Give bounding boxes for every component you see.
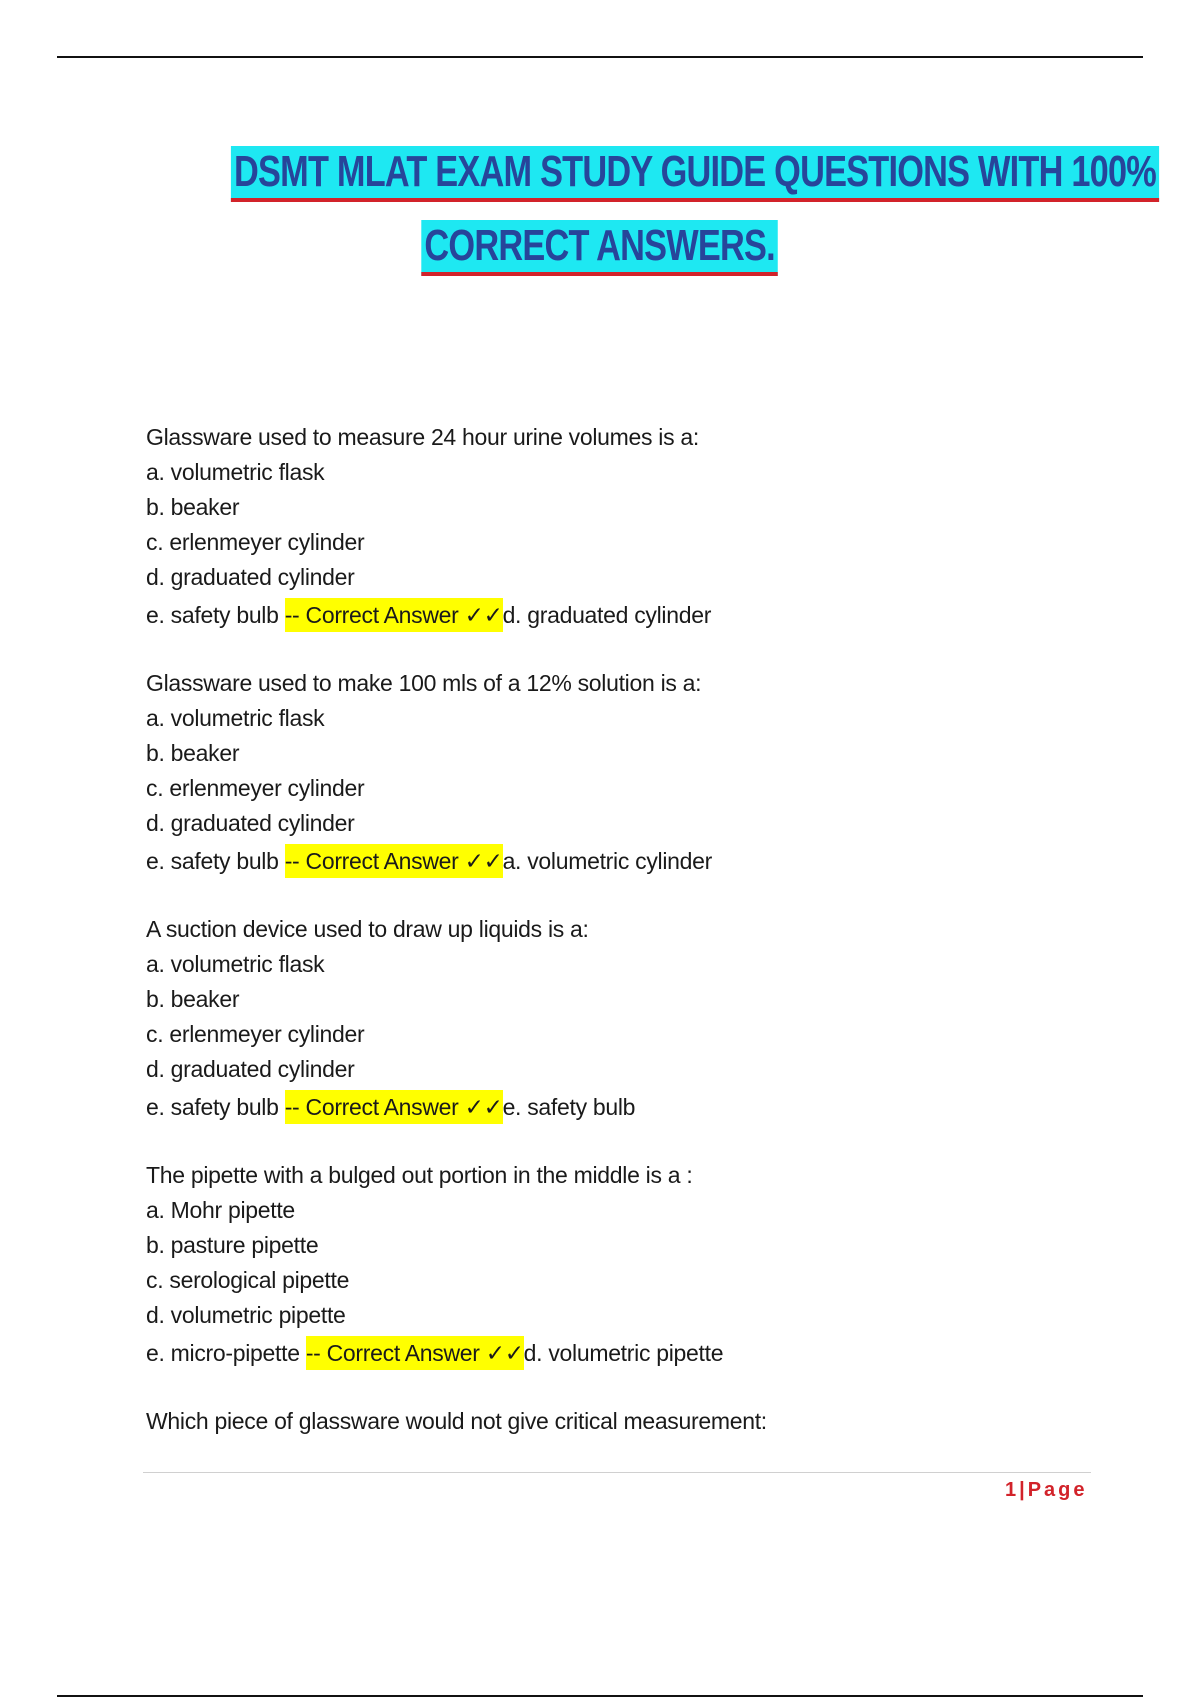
option: d. volumetric pipette [146, 1302, 346, 1328]
option: e. safety bulb [146, 1094, 285, 1120]
option: a. Mohr pipette [146, 1197, 295, 1223]
correct-answer: d. volumetric pipette [523, 1340, 724, 1366]
option: b. beaker [146, 494, 240, 520]
option: d. graduated cylinder [146, 564, 355, 590]
correct-answer-marker: -- Correct Answer ✓✓ [285, 598, 503, 632]
option: b. beaker [146, 740, 240, 766]
option: e. micro-pipette [146, 1340, 306, 1366]
option: a. volumetric flask [146, 459, 325, 485]
bottom-rule [57, 1695, 1143, 1697]
document-title [100, 146, 1157, 276]
option: a. volumetric flask [146, 951, 325, 977]
option: d. graduated cylinder [146, 1056, 355, 1082]
trailing-question-text: Which piece of glassware would not give critical measurement: [146, 1408, 767, 1434]
option: c. erlenmeyer cylinder [146, 1021, 365, 1047]
question-text: A suction device used to draw up liquids is a: [146, 916, 589, 942]
option: e. safety bulb [146, 602, 285, 628]
correct-answer-marker: -- Correct Answer ✓✓ [285, 1090, 503, 1124]
option: d. graduated cylinder [146, 810, 355, 836]
correct-answer: e. safety bulb [502, 1094, 636, 1120]
option: c. erlenmeyer cylinder [146, 529, 365, 555]
question-3 [146, 912, 1086, 1127]
correct-answer-marker: -- Correct Answer ✓✓ [285, 844, 503, 878]
option: c. serological pipette [146, 1267, 350, 1293]
footer-rule [143, 1472, 1091, 1473]
correct-answer-marker: -- Correct Answer ✓✓ [306, 1336, 524, 1370]
question-text: The pipette with a bulged out portion in the middle is a : [146, 1162, 693, 1188]
title-line-1: DSMT MLAT EXAM STUDY GUIDE QUESTIONS WITH 100% [231, 146, 1159, 202]
question-1 [146, 420, 1086, 635]
answer-line [146, 841, 1086, 881]
question-2 [146, 666, 1086, 881]
page-number: 1|Page [1005, 1479, 1088, 1501]
top-rule [57, 56, 1143, 58]
correct-answer: d. graduated cylinder [502, 602, 712, 628]
option: e. safety bulb [146, 848, 285, 874]
correct-answer: a. volumetric cylinder [502, 848, 712, 874]
answer-line [146, 1087, 1086, 1127]
title-line-2: CORRECT ANSWERS. [422, 220, 779, 276]
option: c. erlenmeyer cylinder [146, 775, 365, 801]
question-text: Glassware used to measure 24 hour urine volumes is a: [146, 424, 699, 450]
option: b. beaker [146, 986, 240, 1012]
option: a. volumetric flask [146, 705, 325, 731]
question-text: Glassware used to make 100 mls of a 12% solution is a: [146, 670, 702, 696]
answer-line [146, 595, 1086, 635]
question-4 [146, 1158, 1086, 1373]
answer-line [146, 1333, 1086, 1373]
questions-list [146, 420, 1086, 1439]
option: b. pasture pipette [146, 1232, 319, 1258]
